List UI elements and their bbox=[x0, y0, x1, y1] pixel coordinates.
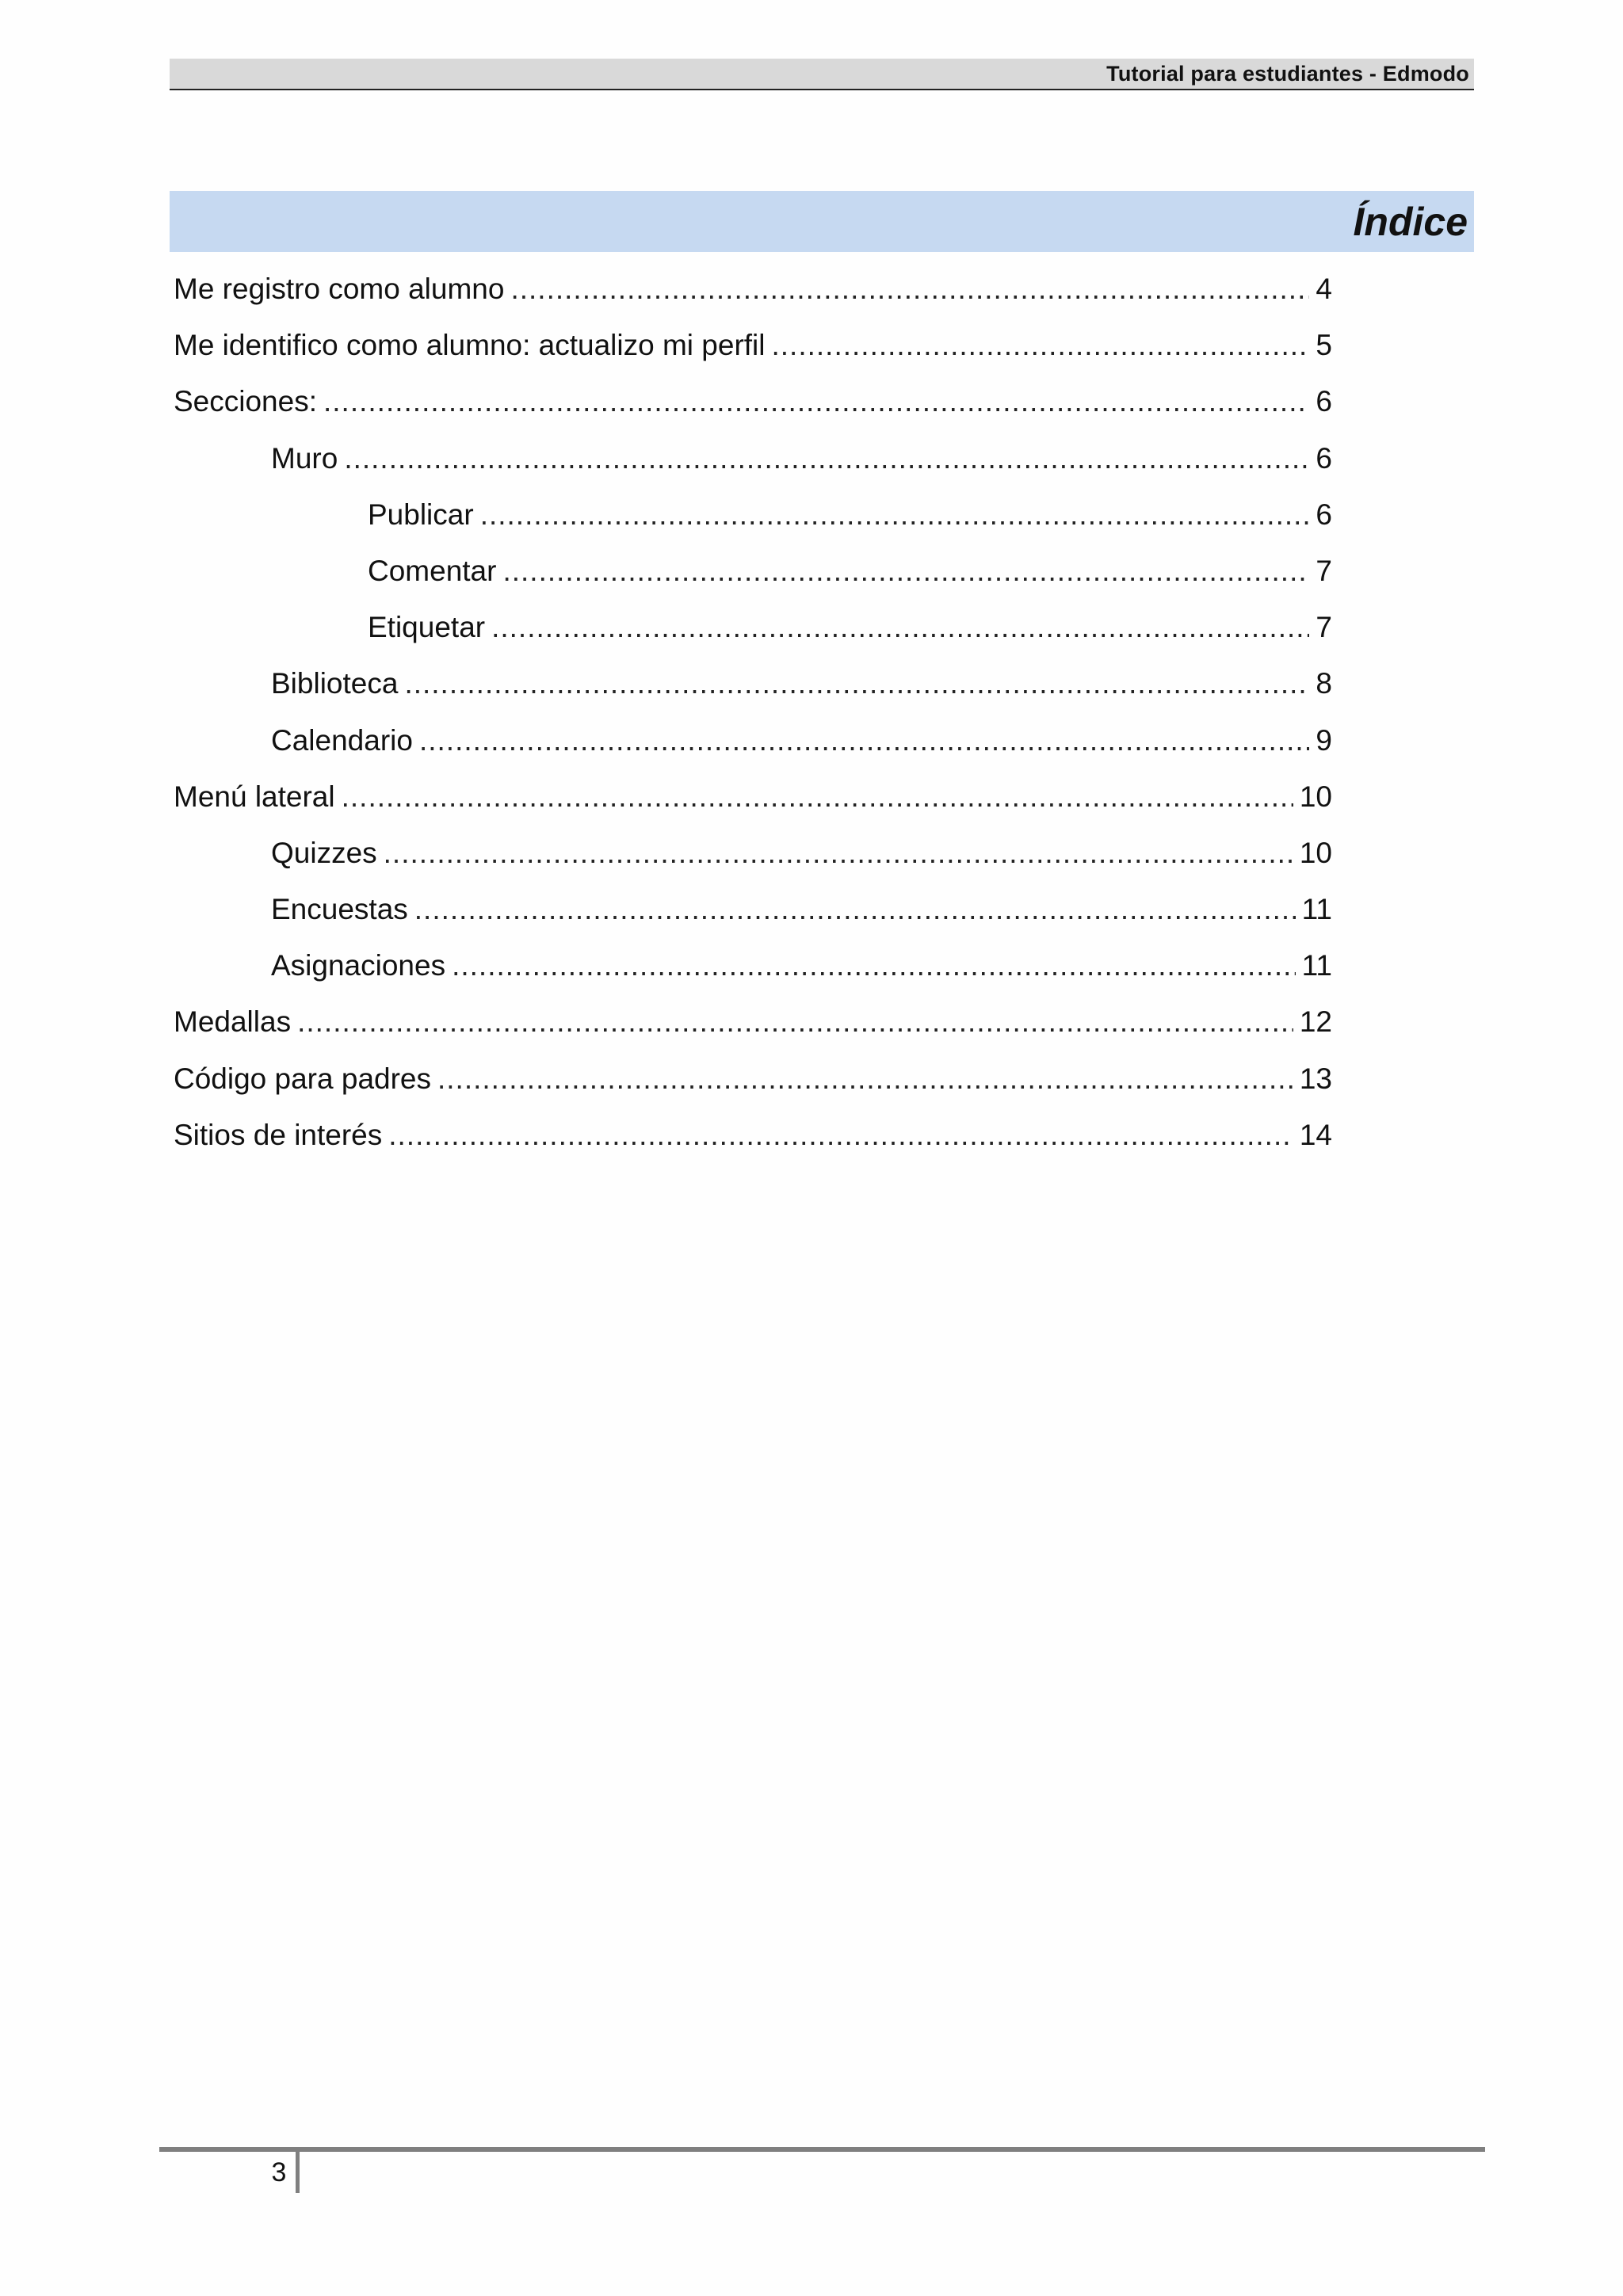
toc-entry-page: 8 bbox=[1316, 667, 1332, 700]
toc-entry-page: 10 bbox=[1299, 780, 1332, 813]
toc-dot-leader bbox=[437, 1056, 1293, 1101]
toc-entry-title: Me identifico como alumno: actualizo mi perfil bbox=[174, 329, 766, 362]
toc-entry-title: Encuestas bbox=[271, 893, 408, 926]
running-header bbox=[170, 59, 1474, 90]
toc-entry[interactable] bbox=[174, 436, 1332, 492]
toc-dot-leader bbox=[404, 661, 1309, 706]
toc-entry[interactable] bbox=[174, 999, 1332, 1055]
toc-dot-leader bbox=[491, 605, 1309, 650]
toc-entry-page: 6 bbox=[1316, 441, 1332, 475]
toc-dot-leader bbox=[419, 718, 1309, 763]
toc-dot-leader bbox=[414, 887, 1296, 932]
footer-page-number: 3 bbox=[271, 2157, 287, 2187]
toc-entry[interactable] bbox=[174, 1112, 1332, 1169]
toc-entry[interactable] bbox=[174, 605, 1332, 661]
toc-dot-leader bbox=[323, 379, 1309, 424]
toc-entry-page: 4 bbox=[1316, 273, 1332, 305]
toc-dot-leader bbox=[384, 830, 1293, 875]
toc-entry-page: 5 bbox=[1316, 329, 1332, 362]
running-header-title: Tutorial para estudiantes - Edmodo bbox=[1106, 61, 1469, 86]
toc-entry[interactable] bbox=[174, 379, 1332, 435]
toc-dot-leader bbox=[510, 266, 1309, 311]
toc-entry-page: 9 bbox=[1316, 723, 1332, 757]
toc-entry[interactable] bbox=[174, 322, 1332, 379]
toc-entry[interactable] bbox=[174, 492, 1332, 548]
footer-rule bbox=[159, 2147, 1485, 2152]
toc-entry-title: Publicar bbox=[368, 498, 474, 531]
toc-entry-title: Quizzes bbox=[271, 836, 377, 869]
toc-dot-leader bbox=[502, 548, 1309, 593]
toc-entry-title: Medallas bbox=[174, 1005, 292, 1039]
toc-entry-page: 6 bbox=[1316, 385, 1332, 418]
toc-entry-page: 11 bbox=[1301, 949, 1332, 982]
toc-entry-page: 7 bbox=[1316, 554, 1332, 587]
toc-entry[interactable] bbox=[174, 774, 1332, 830]
toc-entry-page: 14 bbox=[1299, 1118, 1332, 1151]
footer-separator-bar bbox=[296, 2152, 300, 2193]
toc-entry[interactable] bbox=[174, 266, 1332, 322]
toc-entry-title: Calendario bbox=[271, 723, 413, 757]
toc-entry-title: Muro bbox=[271, 441, 338, 475]
toc-entry-title: Asignaciones bbox=[271, 949, 446, 982]
toc-entry[interactable] bbox=[174, 887, 1332, 943]
toc-entry-page: 12 bbox=[1299, 1005, 1332, 1039]
toc-entry-title: Me registro como alumno bbox=[174, 273, 505, 305]
toc-entry-title: Comentar bbox=[368, 554, 497, 587]
toc-dot-leader bbox=[297, 999, 1293, 1044]
toc-entry[interactable] bbox=[174, 661, 1332, 717]
toc-dot-leader bbox=[388, 1112, 1293, 1158]
toc-entry[interactable] bbox=[174, 548, 1332, 605]
toc-entry[interactable] bbox=[174, 718, 1332, 774]
toc-entry-title: Menú lateral bbox=[174, 780, 335, 813]
toc-entry-page: 10 bbox=[1299, 836, 1332, 869]
index-heading-band bbox=[170, 191, 1474, 252]
toc-entry-title: Sitios de interés bbox=[174, 1118, 383, 1151]
index-title: Índice bbox=[1353, 199, 1468, 244]
toc-dot-leader bbox=[772, 322, 1310, 368]
toc-entry[interactable] bbox=[174, 830, 1332, 887]
toc-dot-leader bbox=[342, 774, 1293, 819]
toc-entry[interactable] bbox=[174, 1056, 1332, 1112]
toc-entry[interactable] bbox=[174, 943, 1332, 999]
toc-dot-leader bbox=[344, 436, 1309, 481]
toc-entry-title: Secciones: bbox=[174, 385, 317, 418]
toc-entry-title: Biblioteca bbox=[271, 667, 399, 700]
toc-entry-page: 7 bbox=[1316, 611, 1332, 644]
table-of-contents bbox=[174, 266, 1332, 1169]
toc-entry-page: 13 bbox=[1299, 1062, 1332, 1095]
toc-entry-page: 6 bbox=[1316, 498, 1332, 531]
toc-dot-leader bbox=[480, 492, 1310, 537]
toc-entry-page: 11 bbox=[1301, 893, 1332, 926]
toc-entry-title: Etiquetar bbox=[368, 611, 486, 644]
toc-entry-title: Código para padres bbox=[174, 1062, 431, 1095]
toc-dot-leader bbox=[452, 943, 1295, 988]
